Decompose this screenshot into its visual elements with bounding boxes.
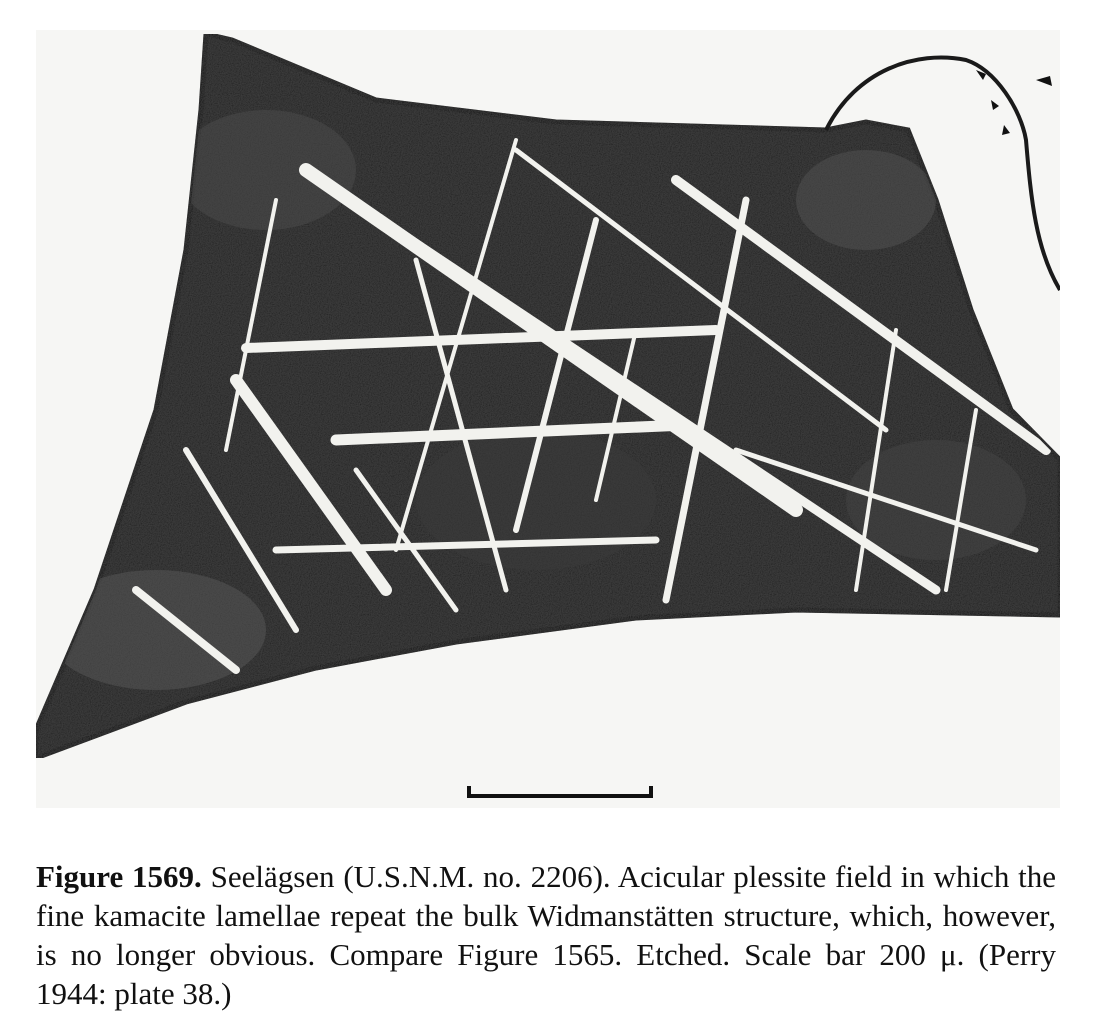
figure-label: Figure 1569. (36, 859, 202, 894)
micrograph-svg (36, 30, 1060, 808)
scale-bar (469, 786, 651, 798)
figure-caption (36, 857, 1056, 1013)
caption-text: Seelägsen (U.S.N.M. no. 2206). Acicular plessite field in which the fine kamacite lamellae repeat the bulk Widmanstätten structure, which, however, is no longer obvious. Compare Figure 1565. Etched. Scale bar 200 μ. (Perry 1944: plate 38.) (36, 859, 1056, 1011)
micrograph-image (36, 30, 1060, 808)
